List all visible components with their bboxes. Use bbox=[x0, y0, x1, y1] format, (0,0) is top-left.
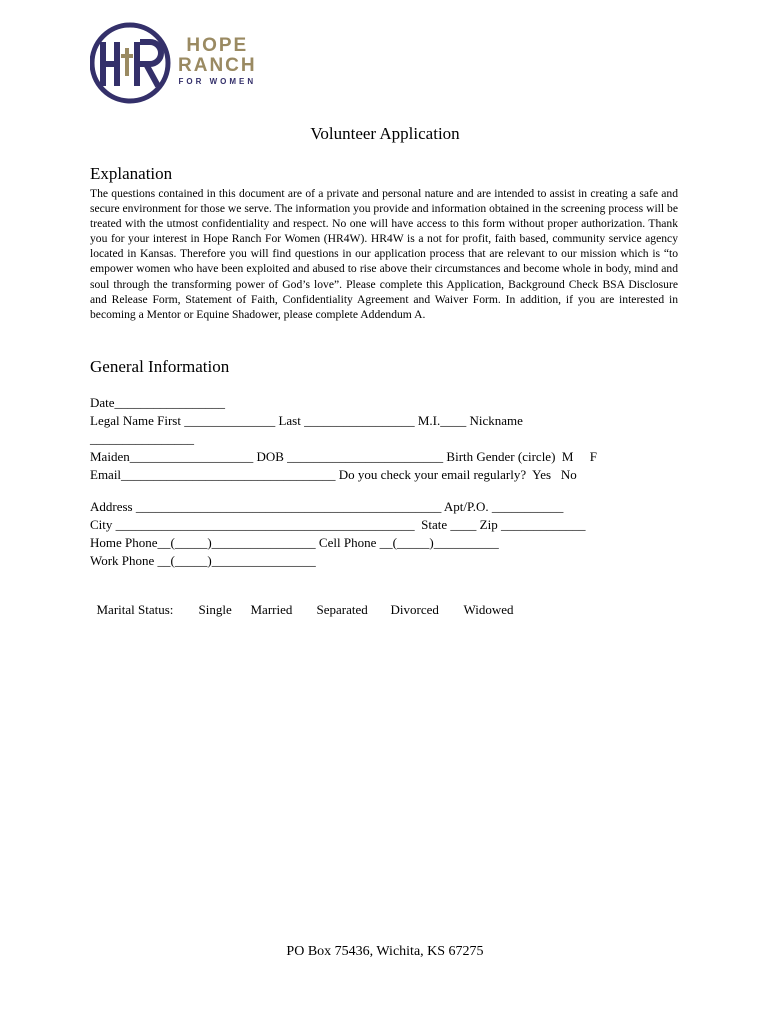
address-field-line[interactable]: Address _______________________________________________ Apt/P.O. ___________ bbox=[90, 499, 564, 514]
date-field-line[interactable]: Date_________________ bbox=[90, 395, 226, 410]
marital-option-divorced[interactable]: Divorced bbox=[390, 602, 439, 617]
hope-ranch-logo-mark bbox=[90, 22, 174, 106]
explanation-paragraph: The questions contained in this document are of a private and personal nature and are intended to assist in creating a safe and secure environment for those we serve. The information you provide and information obtained in the screening process will be treated with the utmost confidentiality and respect. No one will have access to this form without proper authorization. Thank you for your interest in Hope Ranch For Women (HR4W). HR4W is a not for profit, faith based, community service agency located in Kansas. Therefore you will find questions in our application process that are relevant to our mission which is “to empower women who have been exploited and abused to rise above their circumstances and become whole in body, mind and soul through the transforming power of God’s love”. Please complete this Application, Background Check BSA Disclosure and Release Form, Statement of Faith, Confidentiality Agreement and Waiver Form. In addition, if you are interested in becoming a Mentor or Equine Shadower, please complete Addendum A. bbox=[90, 187, 678, 321]
explanation-heading: Explanation bbox=[90, 164, 173, 183]
work-phone-line[interactable]: Work Phone __(_____)________________ bbox=[90, 553, 316, 568]
general-information-heading: General Information bbox=[90, 357, 230, 376]
city-state-zip-line[interactable]: City ______________________________________________ State ____ Zip _____________ bbox=[90, 517, 586, 532]
nickname-blank-line[interactable]: ________________ bbox=[90, 431, 194, 446]
footer-address: PO Box 75436, Wichita, KS 67275 bbox=[286, 944, 484, 959]
home-cell-phone-line[interactable]: Home Phone__(_____)________________ Cell Phone __(_____)__________ bbox=[90, 535, 499, 550]
logo-line-hope: HOPE bbox=[186, 35, 249, 56]
marital-option-single[interactable]: Single bbox=[198, 602, 232, 617]
marital-status-row bbox=[90, 586, 514, 618]
marital-option-widowed[interactable]: Widowed bbox=[463, 602, 514, 617]
marital-option-married[interactable]: Married bbox=[250, 602, 293, 617]
logo-wordmark bbox=[178, 36, 257, 88]
logo bbox=[90, 22, 290, 106]
logo-line-for-women: FOR WOMEN bbox=[178, 77, 257, 86]
maiden-dob-gender-line[interactable]: Maiden___________________ DOB ________________________ Birth Gender (circle) M F bbox=[90, 449, 597, 464]
logo-line-ranch: RANCH bbox=[178, 55, 257, 76]
legal-name-field-line[interactable]: Legal Name First ______________ Last _________________ M.I.____ Nickname bbox=[90, 413, 523, 428]
page-title: Volunteer Application bbox=[310, 124, 460, 143]
email-field-line[interactable]: Email_________________________________ Do you check your email regularly? Yes No bbox=[90, 467, 577, 482]
marital-status-label: Marital Status: bbox=[96, 602, 174, 617]
marital-option-separated[interactable]: Separated bbox=[316, 602, 368, 617]
